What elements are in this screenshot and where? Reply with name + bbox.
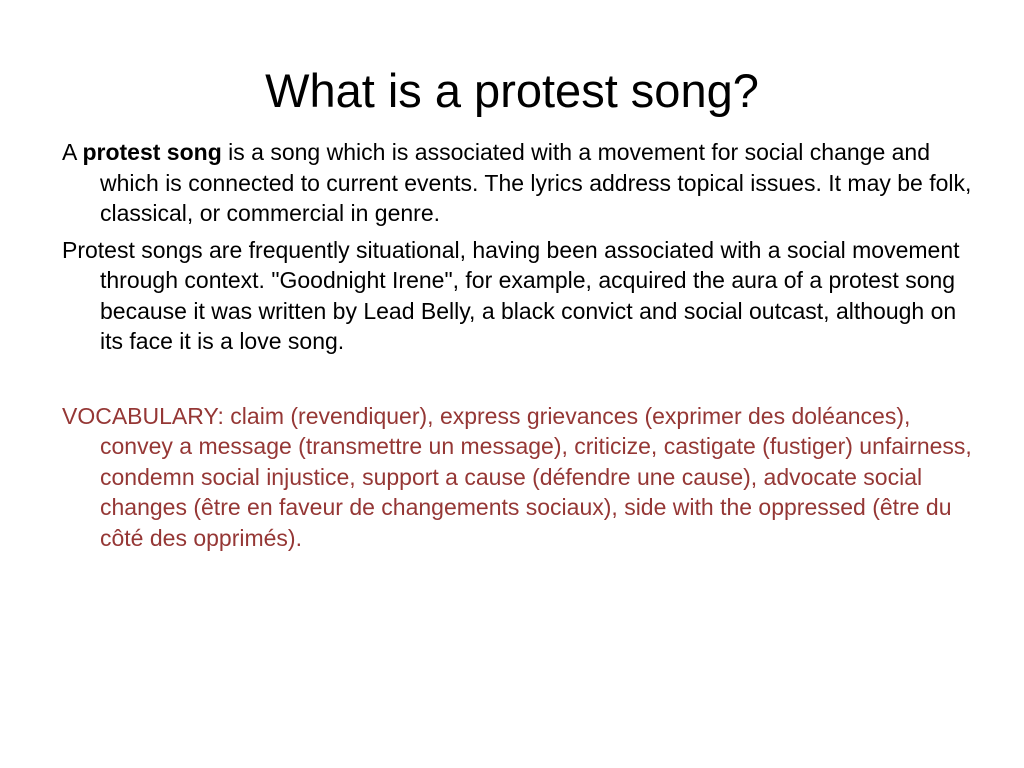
vocabulary-paragraph: VOCABULARY: claim (revendiquer), express grievances (exprimer des doléances), convey a message (transmettre un message), criticize, castigate (fustiger) unfairness, condemn social injustice, support a cause (défendre une cause), advocate social changes (être en faveur de changements sociaux), side with the oppressed (être du côté des opprimés).: [62, 402, 972, 551]
slide-body: [62, 137, 972, 559]
definition-text: is a song which is associated with a movement for social change and which is connected to current events. The lyrics address topical issues. It may be folk, classical, or commercial in genre.: [100, 139, 972, 226]
definition-term: protest song: [82, 139, 222, 165]
definition-paragraph: [62, 137, 972, 229]
situational-paragraph: Protest songs are frequently situational, having been associated with a social movement through context. "Goodnight Irene", for example, acquired the aura of a protest song because it was written by Lead Belly, a black convict and social outcast, although on its face it is a love song.: [62, 236, 960, 354]
slide-title: What is a protest song?: [265, 64, 759, 117]
definition-prefix: A: [62, 139, 83, 165]
